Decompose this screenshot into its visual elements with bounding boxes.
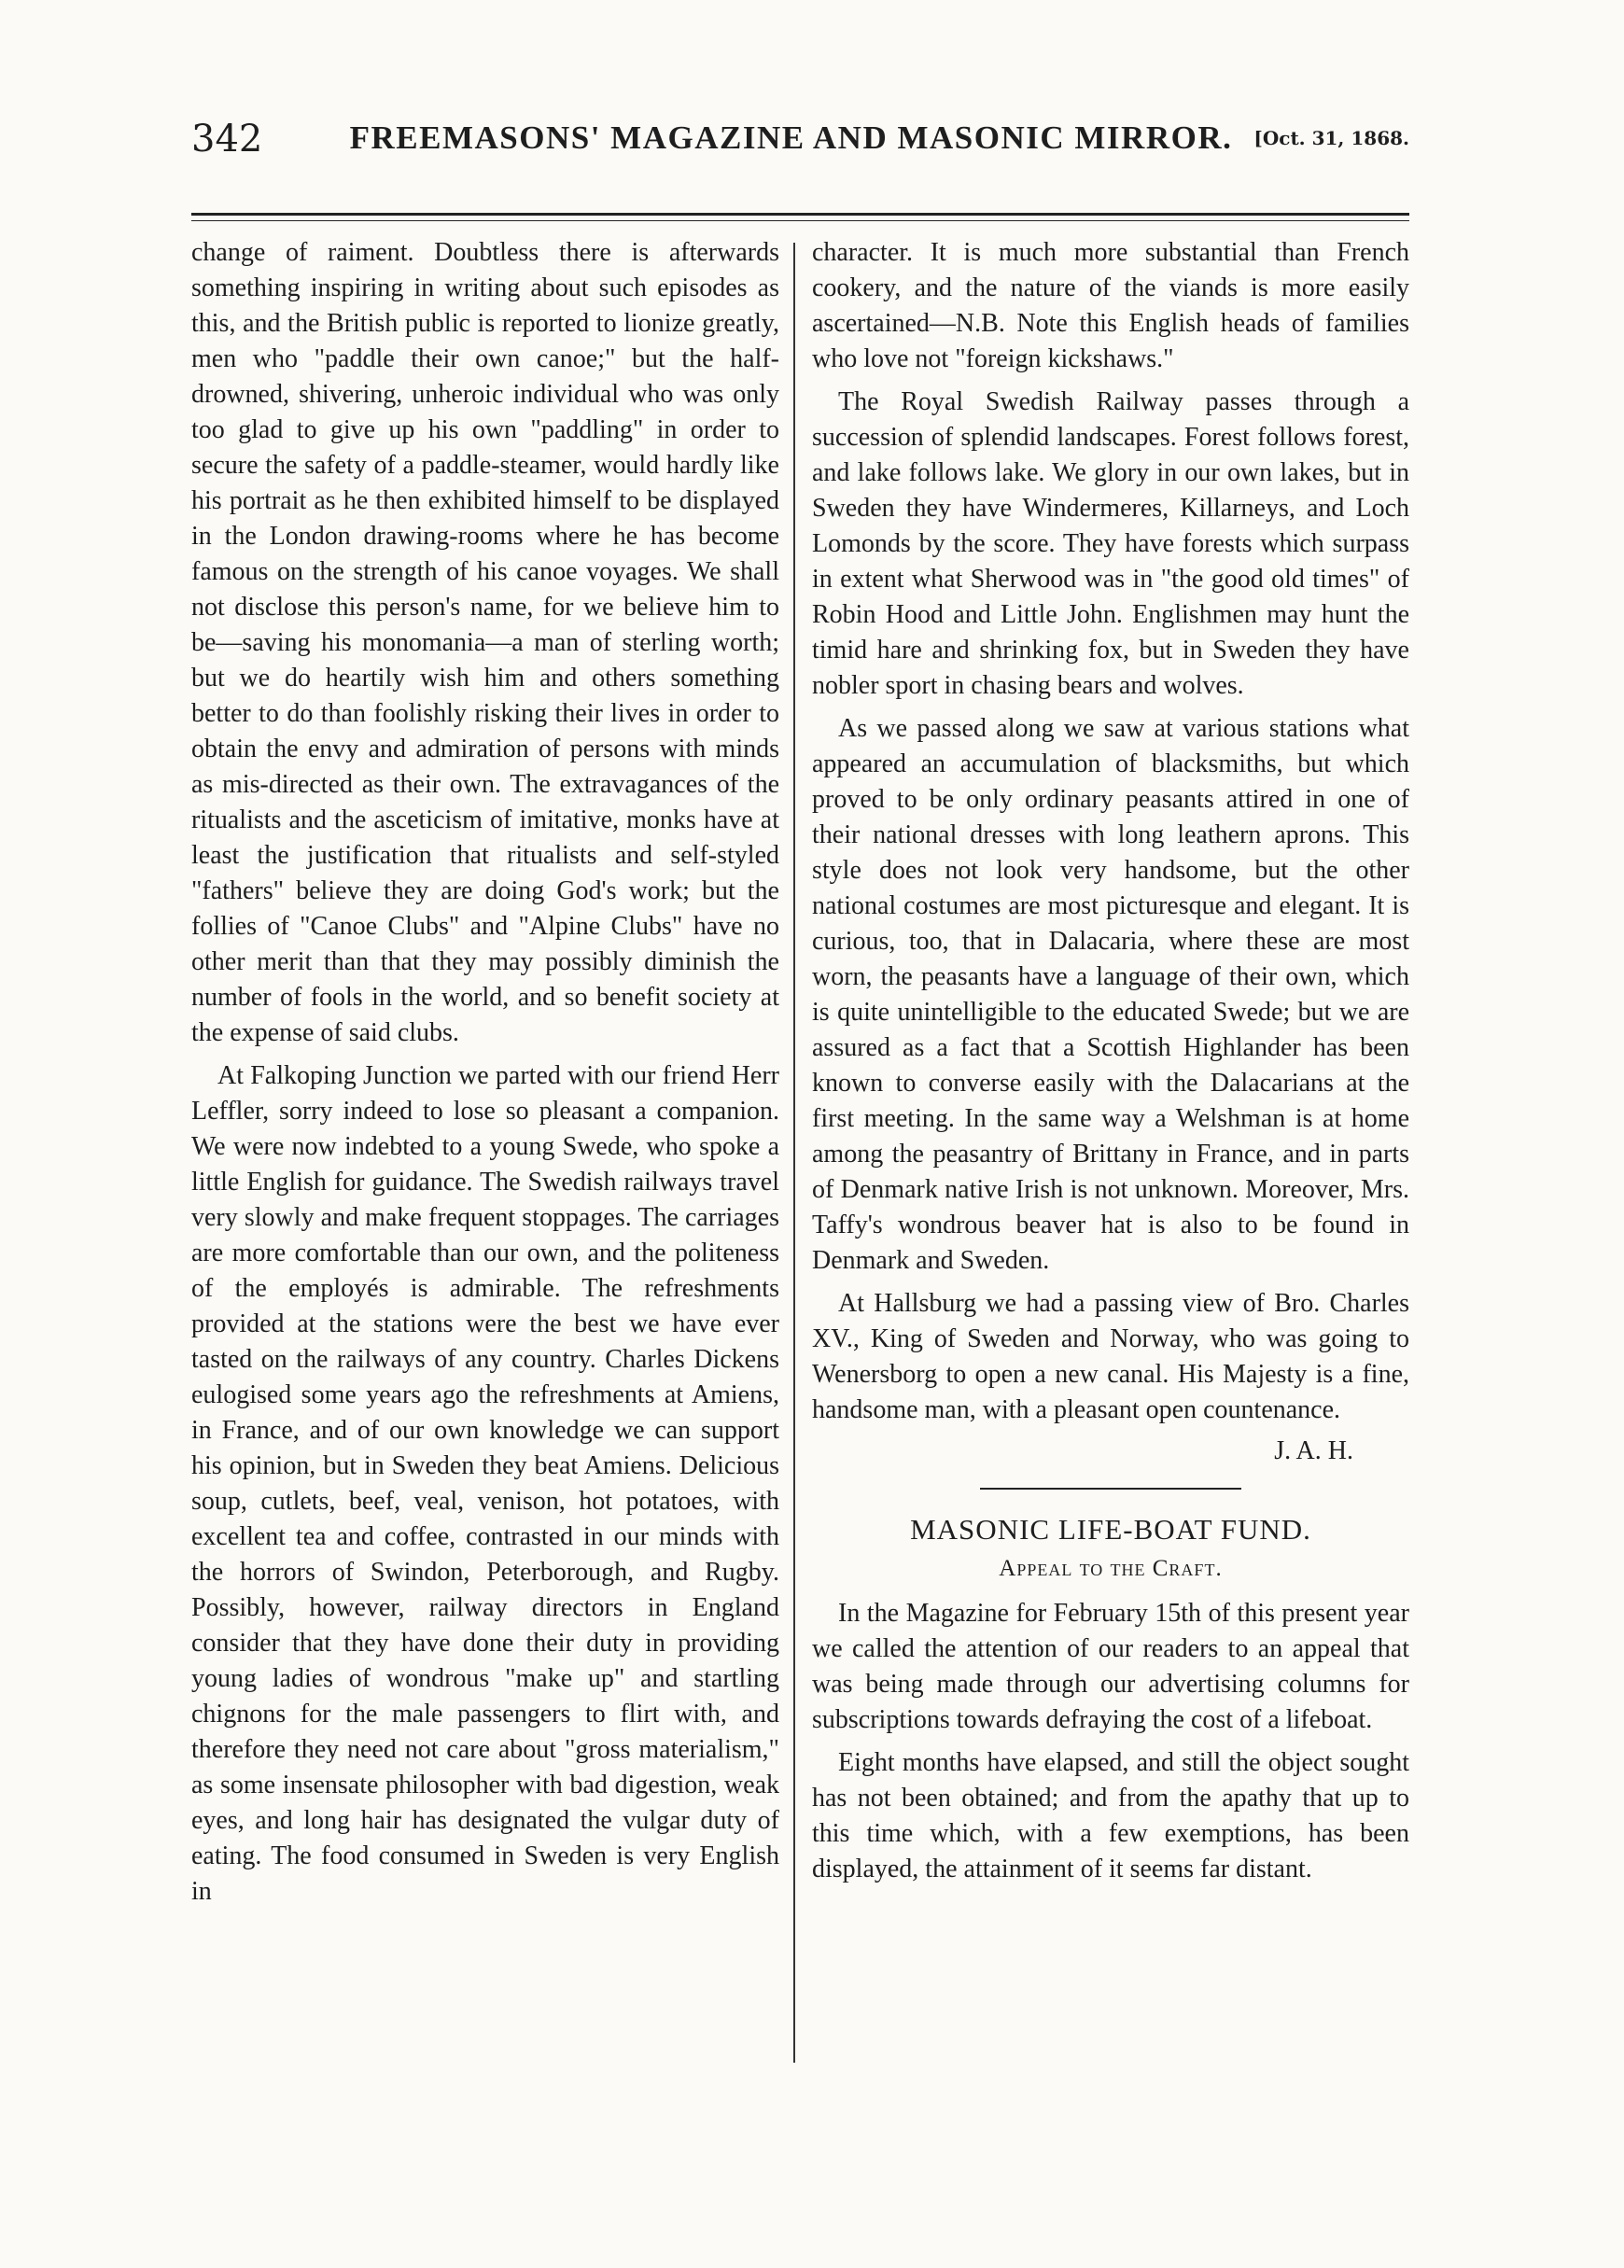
left-column [191, 235, 779, 1910]
section-subtitle: Appeal to the Craft. [999, 1556, 1223, 1581]
paragraph: In the Magazine for February 15th of this present year we called the attention of our readers to an appeal that was being made through our advertising columns for subscriptions towards defraying the cost of a lifeboat. [812, 1599, 1409, 1734]
right-column [812, 235, 1409, 1887]
masthead-title: FREEMASONS' MAGAZINE AND MASONIC MIRROR. [349, 119, 1233, 156]
column-divider [793, 243, 795, 2063]
header-rule-thick [191, 213, 1409, 216]
header-rule-thin [191, 220, 1409, 221]
paragraph: Eight months have elapsed, and still the object sought has not been obtained; and from the apathy that up to this time which, with a few exemptions, has been displayed, the attainment of it seems far distant. [812, 1748, 1409, 1883]
section-divider [980, 1488, 1241, 1490]
page-number: 342 [191, 118, 263, 161]
paragraph: character. It is much more substantial than French cookery, and the nature of the viands is more easily ascertained—N.B. Note this English heads of families who love not "foreign kickshaws." [812, 238, 1409, 373]
paragraph: The Royal Swedish Railway passes through a succession of splendid landscapes. Forest follows forest, and lake follows lake. We glory in our own lakes, but in Sweden they have Windermeres, Killarneys, and Loch Lomonds by the score. They have forests which surpass in extent what Sherwood was in "the good old times" of Robin Hood and Little John. Englishmen may hunt the timid hare and shrinking fox, but in Sweden they have nobler sport in chasing bears and wolves. [812, 387, 1409, 700]
page-header [191, 118, 1409, 164]
author-signature: J. A. H. [1274, 1436, 1353, 1465]
paragraph: As we passed along we saw at various stations what appeared an accumulation of blacksmiths, but which proved to be only ordinary peasants attired in one of their national dresses with long leathern aprons. This style does not look very handsome, but the other national costumes are most picturesque and elegant. It is curious, too, that in Dalacaria, where these are most worn, the peasants have a language of their own, which is quite unintelligible to the educated Swede; but we are assured as a fact that a Scottish Highlander has been known to converse easily with the Dalacarians at the first meeting. In the same way a Welshman is at home among the peasantry of Brittany in France, and in parts of Denmark native Irish is not unknown. Moreover, Mrs. Taffy's wondrous beaver hat is also to be found in Denmark and Sweden. [812, 714, 1409, 1275]
paragraph: At Falkoping Junction we parted with our friend Herr Leffler, sorry indeed to lose so pleasant a companion. We were now indebted to a young Swede, who spoke a little English for guidance. The Swedish railways travel very slowly and make frequent stoppages. The carriages are more comfortable than our own, and the politeness of the employés is admirable. The refreshments provided at the stations were the best we have ever tasted on the railways of any country. Charles Dickens eulogised some years ago the refreshments at Amiens, in France, and of our own knowledge we can support his opinion, but in Sweden they beat Amiens. Delicious soup, cutlets, beef, veal, venison, hot potatoes, with excellent tea and coffee, contrasted in our minds with the horrors of Swindon, Peterborough, and Rugby. Possibly, however, railway directors in England consider that they have done their duty in providing young ladies of wondrous "make up" and startling chignons for the male passengers to flirt with, and therefore they need not care about "gross materialism," as some insensate philosopher with bad digestion, weak eyes, and long hair has designated the vulgar duty of eating. The food consumed in Sweden is very English in [191, 1061, 779, 1906]
issue-date: [Oct. 31, 1868. [1253, 127, 1409, 149]
section-title: MASONIC LIFE-BOAT FUND. [910, 1513, 1311, 1546]
paragraph: At Hallsburg we had a passing view of Bro. Charles XV., King of Sweden and Norway, who was going to Wenersborg to open a new canal. His Majesty is a fine, handsome man, with a pleasant open countenance. [812, 1289, 1409, 1424]
paragraph: change of raiment. Doubtless there is afterwards something inspiring in writing about such episodes as this, and the British public is reported to lionize greatly, men who "paddle their own canoe;" but the half-drowned, shivering, unheroic individual who was only too glad to give up his own "paddling" in order to secure the safety of a paddle-steamer, would hardly like his portrait as he then exhibited himself to be displayed in the London drawing-rooms where he has become famous on the strength of his canoe voyages. We shall not disclose this person's name, for we believe him to be—saving his monomania—a man of sterling worth; but we do heartily wish him and others something better to do than foolishly risking their lives in order to obtain the envy and admiration of persons with minds as mis-directed as their own. The extravagances of the ritualists and the asceticism of imitative, monks have at least the justification that ritualists and self-styled "fathers" believe they are doing God's work; but the follies of "Canoe Clubs" and "Alpine Clubs" have no other merit than that they may possibly diminish the number of fools in the world, and so benefit society at the expense of said clubs. [191, 238, 779, 1047]
